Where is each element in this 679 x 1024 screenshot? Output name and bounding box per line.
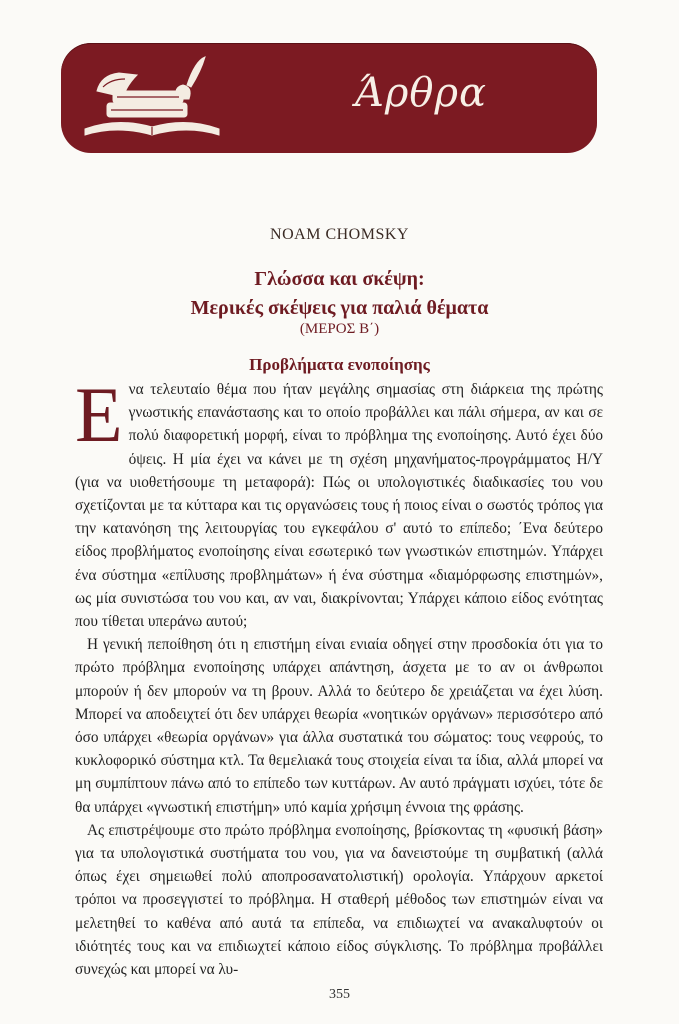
article-author: NOAM CHOMSKY	[270, 226, 409, 243]
section-banner	[61, 43, 597, 153]
page-number: 355	[329, 987, 350, 1002]
article-title-line1: Γλώσσα και σκέψη:	[254, 268, 425, 290]
paragraph-2: Η γενική πεποίθηση ότι η επιστήμη είναι ενιαία οδηγεί στην προσδοκία ότι για το πρώτο πρόβλημα ενοποίησης υπάρχει απάντηση, άσχετα με το αν οι άνθρωποι μπορούν ή δεν μπορούν να τη βρουν. Αλλά το δεύτερο δε χρειάζεται να έχει λύση. Μπορεί να αποδειχτεί ότι δεν υπάρχει θεωρία «νοητικών οργάνων» περισσότερο από όσο υπάρχει «θεωρία οργάνων» για άλλα συστατικά του σώματος: τους νεφρούς, το κυκλοφορικό σύστημα κτλ. Τα θεμελιακά τους στοιχεία είναι τα ίδια, αλλά μπορεί να μη συμπίπτουν πάνω από το επίπεδο των κυττάρων. Αν αυτό πράγματι ισχύει, τότε δε θα υπάρχει «γνωστική επιστήμη» υπό καμία χρήσιμη έννοια της φράσης.	[75, 636, 603, 816]
article-title-line2: Μερικές σκέψεις για παλιά θέματα	[190, 297, 489, 319]
drop-cap: Ε	[75, 371, 123, 458]
article-part: (ΜΕΡΟΣ Β΄)	[299, 321, 380, 337]
paragraph-1	[75, 371, 603, 633]
paragraph-text: να τελευταίο θέμα που ήταν μεγάλης σημασίας στη διάρκεια της πρώτης γνωστικής επανάστασης και το οποίο προβάλλει και πάλι σήμερα, αν και σε πολύ διαφορετική μορφή, είναι το πρόβλημα της ενοποίησης. Αυτό έχει δύο όψεις. Η μία έχει να κάνει με τη σχέση μηχανήματος-προγράμματος Η/Υ (για να υιοθετήσουμε τη μεταφορά): Πώς οι υπολογιστικές διαδικασίες του νου σχετίζονται με τα κύτταρα και τις οργανώσεις τους ή ποιος είναι ο σωστός τρόπος για την κατανόηση της λειτουργίας του εγκεφάλου σ' αυτό το επίπεδο; ΄Ενα δεύτερο είδος προβλήματος ενοποίησης είναι εσωτερικό των γνωστικών επιστημών. Υπάρχει ένα σύστημα «επίλυσης προβλημάτων» ή ένα σύστημα «διαμόρφωσης επιστημών», ως μία συνιστώσα του νου και, αν ναι, διακρίνονται; Υπάρχει κάποιο είδος ενότητας που τίθεται υπεράνω αυτού;	[75, 381, 603, 631]
section-heading: Προβλήματα ενοποίησης	[249, 355, 430, 374]
books-quill-icon	[77, 51, 227, 143]
paragraph-3: Ας επιστρέψουμε στο πρώτο πρόβλημα ενοποίησης, βρίσκοντας τη «φυσική βάση» για τα υπολογιστικά συστήματα του νου, για να δανειστούμε τη συμβατική (αλλά όπως έχει σημειωθεί πολύ αποπροσανατολιστική) ορολογία. Υπάρχουν αρκετοί τρόποι να προσεγγιστεί το πρόβλημα. Η σταθερή μέθοδος των επιστημών είναι να μελετηθεί το καθένα από αυτά τα επίπεδα, να επιδιωχτεί να ανακαλυφτούν οι ιδιότητές τους και να επιδιωχτεί κάποιο είδος σύγκλισης. Το πρόβλημα προβάλλει συνεχώς και μπορεί να λυ-	[75, 821, 603, 979]
section-title: Άρθρα	[354, 70, 487, 116]
article-body	[75, 371, 603, 981]
